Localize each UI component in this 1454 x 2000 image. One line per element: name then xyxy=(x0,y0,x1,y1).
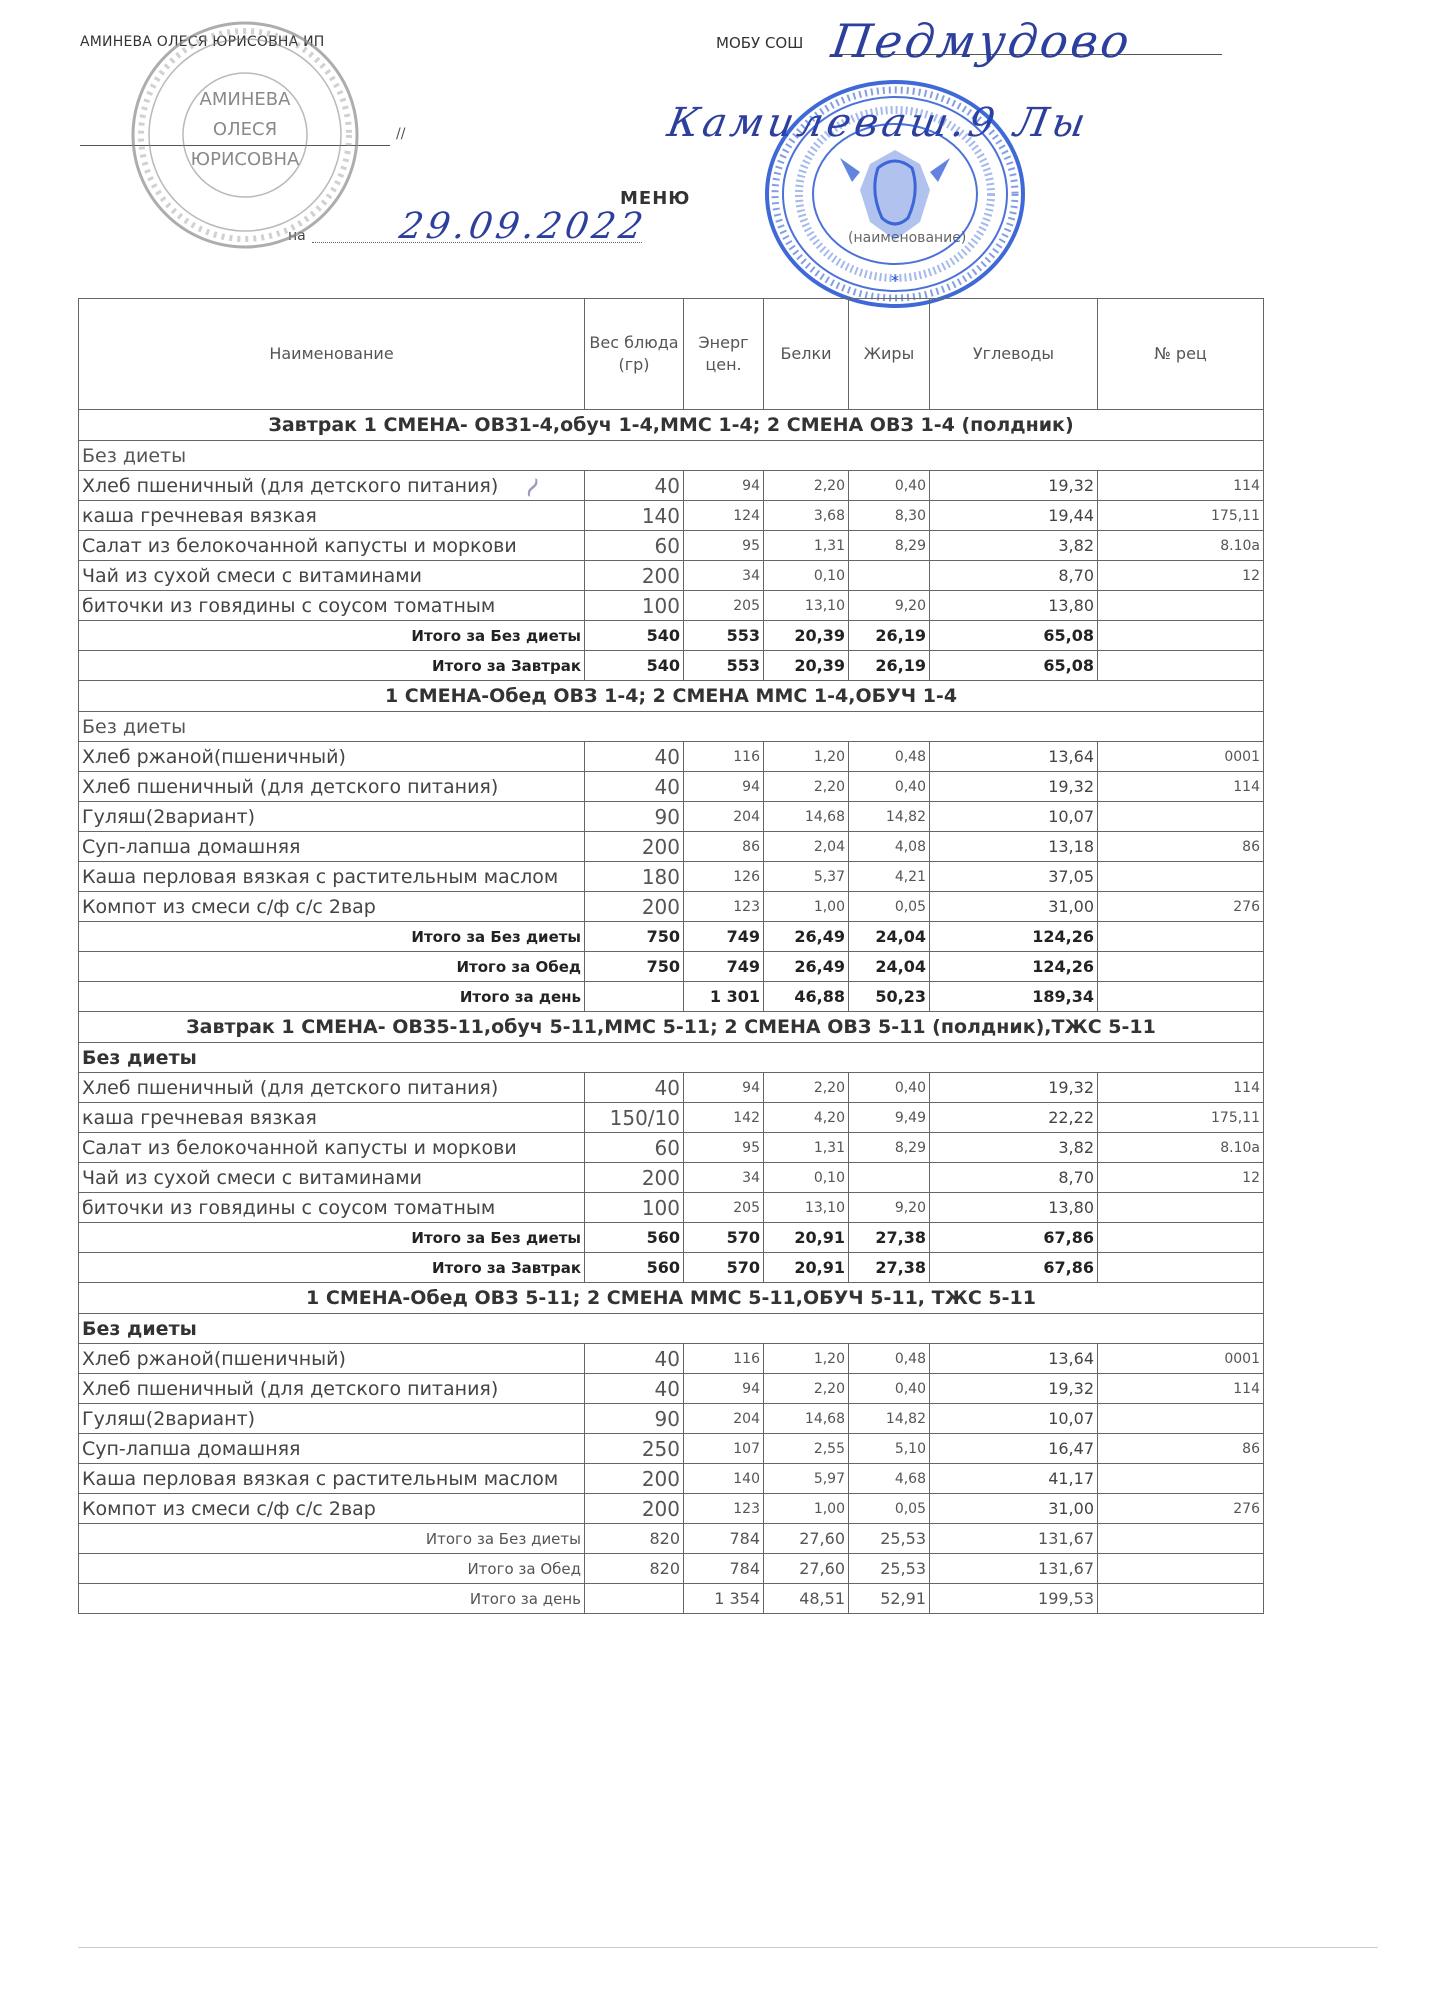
dish-name: Хлеб пшеничный (для детского питания) xyxy=(79,1374,585,1404)
total-carbs: 124,26 xyxy=(930,922,1098,952)
dish-carbs: 31,00 xyxy=(930,892,1098,922)
school-handwritten: Педмудово xyxy=(828,14,1136,68)
dish-recipe xyxy=(1098,591,1264,621)
col-header-protein: Белки xyxy=(764,299,849,410)
dish-recipe: 86 xyxy=(1098,832,1264,862)
dish-recipe: 0001 xyxy=(1098,1344,1264,1374)
total-weight: 560 xyxy=(585,1253,684,1283)
dish-weight: 180 xyxy=(585,862,684,892)
total-recipe xyxy=(1098,952,1264,982)
total-fat: 50,23 xyxy=(849,982,930,1012)
dish-recipe: 276 xyxy=(1098,892,1264,922)
total-row xyxy=(79,922,1264,952)
total-carbs: 131,67 xyxy=(930,1554,1098,1584)
dish-weight: 200 xyxy=(585,1163,684,1193)
table-row xyxy=(79,501,1264,531)
total-carbs: 131,67 xyxy=(930,1524,1098,1554)
dish-protein: 1,00 xyxy=(764,892,849,922)
total-fat: 25,53 xyxy=(849,1554,930,1584)
diet-row xyxy=(79,712,1264,742)
dish-fat: 8,30 xyxy=(849,501,930,531)
day-total-row xyxy=(79,982,1264,1012)
table-row xyxy=(79,1344,1264,1374)
total-protein: 48,51 xyxy=(764,1584,849,1614)
diet-label: Без диеты xyxy=(79,1043,1264,1073)
dish-name: Гуляш(2вариант) xyxy=(79,802,585,832)
dish-recipe xyxy=(1098,1193,1264,1223)
total-protein: 20,91 xyxy=(764,1253,849,1283)
total-protein: 46,88 xyxy=(764,982,849,1012)
dish-energy: 205 xyxy=(684,1193,764,1223)
dish-energy: 34 xyxy=(684,1163,764,1193)
dish-weight: 250 xyxy=(585,1434,684,1464)
total-carbs: 199,53 xyxy=(930,1584,1098,1614)
total-energy: 553 xyxy=(684,621,764,651)
dish-fat: 9,49 xyxy=(849,1103,930,1133)
dish-name: биточки из говядины с соусом томатным xyxy=(79,1193,585,1223)
dish-protein: 2,20 xyxy=(764,471,849,501)
dish-protein: 13,10 xyxy=(764,591,849,621)
dish-name: Салат из белокочанной капусты и моркови xyxy=(79,1133,585,1163)
approver-slash: // xyxy=(396,126,406,142)
paren-note: (наименование) xyxy=(848,230,967,246)
dish-name: Хлеб ржаной(пшеничный) xyxy=(79,742,585,772)
dish-weight: 40 xyxy=(585,1073,684,1103)
dish-carbs: 3,82 xyxy=(930,531,1098,561)
total-recipe xyxy=(1098,1223,1264,1253)
dish-name: каша гречневая вязкая xyxy=(79,1103,585,1133)
dish-weight: 40 xyxy=(585,1344,684,1374)
day-total-row xyxy=(79,1584,1264,1614)
dish-protein: 2,04 xyxy=(764,832,849,862)
section-title: 1 СМЕНА-Обед ОВЗ 1-4; 2 СМЕНА ММС 1-4,ОБУЧ 1-4 xyxy=(79,681,1264,712)
dish-fat: 0,40 xyxy=(849,1073,930,1103)
dish-weight: 40 xyxy=(585,471,684,501)
table-row xyxy=(79,862,1264,892)
pencil-note-icon: ~ xyxy=(511,467,555,508)
dish-carbs: 13,64 xyxy=(930,1344,1098,1374)
dish-recipe: 114 xyxy=(1098,772,1264,802)
total-carbs: 67,86 xyxy=(930,1253,1098,1283)
dish-carbs: 19,44 xyxy=(930,501,1098,531)
stamp-left-line-3: ЮРИСОВНА xyxy=(190,149,300,170)
total-fat: 26,19 xyxy=(849,651,930,681)
dish-recipe: 86 xyxy=(1098,1434,1264,1464)
dish-name: биточки из говядины с соусом томатным xyxy=(79,591,585,621)
dish-carbs: 19,32 xyxy=(930,772,1098,802)
total-fat: 24,04 xyxy=(849,952,930,982)
dish-carbs: 10,07 xyxy=(930,1404,1098,1434)
dish-name: каша гречневая вязкая xyxy=(79,501,585,531)
dish-energy: 95 xyxy=(684,531,764,561)
dish-energy: 123 xyxy=(684,1494,764,1524)
dish-protein: 3,68 xyxy=(764,501,849,531)
dish-fat: 0,05 xyxy=(849,892,930,922)
table-row xyxy=(79,591,1264,621)
dish-carbs: 19,32 xyxy=(930,471,1098,501)
dish-energy: 94 xyxy=(684,772,764,802)
stamp-right-icon xyxy=(760,72,1040,312)
dish-energy: 124 xyxy=(684,501,764,531)
total-label: Итого за Обед xyxy=(79,952,585,982)
table-row xyxy=(79,772,1264,802)
dish-energy: 94 xyxy=(684,1073,764,1103)
dish-name: Каша перловая вязкая с растительным маслом xyxy=(79,862,585,892)
dish-recipe: 114 xyxy=(1098,471,1264,501)
total-weight xyxy=(585,1584,684,1614)
dish-protein: 0,10 xyxy=(764,561,849,591)
dish-protein: 1,31 xyxy=(764,531,849,561)
dish-energy: 116 xyxy=(684,742,764,772)
dish-weight: 40 xyxy=(585,1374,684,1404)
dish-weight: 200 xyxy=(585,832,684,862)
dish-recipe xyxy=(1098,1404,1264,1434)
dish-recipe xyxy=(1098,862,1264,892)
dish-carbs: 37,05 xyxy=(930,862,1098,892)
dish-energy: 95 xyxy=(684,1133,764,1163)
total-row xyxy=(79,1524,1264,1554)
total-recipe xyxy=(1098,621,1264,651)
section-title-row xyxy=(79,681,1264,712)
stamp-left-line-1: АМИНЕВА xyxy=(199,89,291,110)
dish-energy: 94 xyxy=(684,471,764,501)
dish-recipe: 276 xyxy=(1098,1494,1264,1524)
total-energy: 784 xyxy=(684,1524,764,1554)
total-label: Итого за Без диеты xyxy=(79,922,585,952)
dish-protein: 5,97 xyxy=(764,1464,849,1494)
total-fat: 27,38 xyxy=(849,1253,930,1283)
dish-protein: 2,20 xyxy=(764,1073,849,1103)
dish-recipe: 8.10а xyxy=(1098,1133,1264,1163)
total-protein: 27,60 xyxy=(764,1554,849,1584)
dish-recipe: 8.10а xyxy=(1098,531,1264,561)
dish-carbs: 10,07 xyxy=(930,802,1098,832)
dish-carbs: 19,32 xyxy=(930,1374,1098,1404)
total-row xyxy=(79,1554,1264,1584)
total-recipe xyxy=(1098,651,1264,681)
diet-row xyxy=(79,1314,1264,1344)
col-header-name: Наименование xyxy=(79,299,585,410)
total-energy: 749 xyxy=(684,952,764,982)
dish-protein: 14,68 xyxy=(764,802,849,832)
col-header-energy: Энерг цен. xyxy=(684,299,764,410)
total-carbs: 67,86 xyxy=(930,1223,1098,1253)
total-row xyxy=(79,651,1264,681)
diet-label: Без диеты xyxy=(79,1314,1264,1344)
section-title: Завтрак 1 СМЕНА- ОВЗ5-11,обуч 5-11,ММС 5-11; 2 СМЕНА ОВЗ 5-11 (полдник),ТЖС 5-11 xyxy=(79,1012,1264,1043)
dish-fat: 14,82 xyxy=(849,1404,930,1434)
total-protein: 26,49 xyxy=(764,922,849,952)
total-recipe xyxy=(1098,922,1264,952)
dish-name: Салат из белокочанной капусты и моркови xyxy=(79,531,585,561)
dish-name: Гуляш(2вариант) xyxy=(79,1404,585,1434)
dish-weight: 100 xyxy=(585,591,684,621)
dish-fat: 0,48 xyxy=(849,1344,930,1374)
dish-energy: 126 xyxy=(684,862,764,892)
table-header-row xyxy=(79,299,1264,410)
dish-name: Компот из смеси с/ф с/с 2вар xyxy=(79,1494,585,1524)
total-recipe xyxy=(1098,1554,1264,1584)
total-label: Итого за день xyxy=(79,1584,585,1614)
stamp-left-line-2: ОЛЕСЯ xyxy=(212,119,278,140)
total-energy: 784 xyxy=(684,1554,764,1584)
dish-protein: 14,68 xyxy=(764,1404,849,1434)
dish-protein: 1,20 xyxy=(764,742,849,772)
dish-protein: 0,10 xyxy=(764,1163,849,1193)
section-title: Завтрак 1 СМЕНА- ОВЗ1-4,обуч 1-4,ММС 1-4; 2 СМЕНА ОВЗ 1-4 (полдник) xyxy=(79,410,1264,441)
dish-recipe xyxy=(1098,1464,1264,1494)
total-recipe xyxy=(1098,1253,1264,1283)
total-label: Итого за Завтрак xyxy=(79,651,585,681)
dish-fat: 8,29 xyxy=(849,531,930,561)
table-row xyxy=(79,1193,1264,1223)
menu-table xyxy=(78,298,1263,1614)
dish-weight: 200 xyxy=(585,1494,684,1524)
dish-fat: 9,20 xyxy=(849,591,930,621)
total-recipe xyxy=(1098,1524,1264,1554)
dish-energy: 34 xyxy=(684,561,764,591)
dish-recipe: 114 xyxy=(1098,1073,1264,1103)
dish-carbs: 13,64 xyxy=(930,742,1098,772)
dish-fat xyxy=(849,1163,930,1193)
diet-row xyxy=(79,1043,1264,1073)
table-row xyxy=(79,832,1264,862)
dish-protein: 1,31 xyxy=(764,1133,849,1163)
dish-protein: 2,20 xyxy=(764,772,849,802)
table-row xyxy=(79,802,1264,832)
dish-weight: 200 xyxy=(585,561,684,591)
total-protein: 27,60 xyxy=(764,1524,849,1554)
dish-energy: 116 xyxy=(684,1344,764,1374)
dish-carbs: 16,47 xyxy=(930,1434,1098,1464)
dish-fat: 4,68 xyxy=(849,1464,930,1494)
total-weight: 750 xyxy=(585,922,684,952)
table-row xyxy=(79,1404,1264,1434)
school-label: МОБУ СОШ xyxy=(716,34,804,52)
dish-weight: 200 xyxy=(585,892,684,922)
table-row xyxy=(79,531,1264,561)
total-protein: 20,39 xyxy=(764,621,849,651)
table-row xyxy=(79,1434,1264,1464)
dish-carbs: 3,82 xyxy=(930,1133,1098,1163)
total-fat: 25,53 xyxy=(849,1524,930,1554)
total-weight: 560 xyxy=(585,1223,684,1253)
dish-carbs: 13,18 xyxy=(930,832,1098,862)
section-title-row xyxy=(79,1012,1264,1043)
total-carbs: 124,26 xyxy=(930,952,1098,982)
total-label: Итого за Без диеты xyxy=(79,1524,585,1554)
dish-name: Хлеб пшеничный (для детского питания) xyxy=(79,471,585,501)
dish-weight: 60 xyxy=(585,531,684,561)
table-row xyxy=(79,1073,1264,1103)
total-energy: 1 301 xyxy=(684,982,764,1012)
total-energy: 553 xyxy=(684,651,764,681)
dish-recipe: 12 xyxy=(1098,1163,1264,1193)
table-row xyxy=(79,1464,1264,1494)
date-handwritten: 29.09.2022 xyxy=(396,206,650,247)
table-row xyxy=(79,471,1264,501)
dish-carbs: 41,17 xyxy=(930,1464,1098,1494)
table-row xyxy=(79,742,1264,772)
dish-name: Чай из сухой смеси с витаминами xyxy=(79,561,585,591)
total-weight: 820 xyxy=(585,1554,684,1584)
dish-carbs: 13,80 xyxy=(930,591,1098,621)
dish-carbs: 22,22 xyxy=(930,1103,1098,1133)
section-title-row xyxy=(79,1283,1264,1314)
dish-energy: 107 xyxy=(684,1434,764,1464)
dish-fat: 8,29 xyxy=(849,1133,930,1163)
dish-weight: 40 xyxy=(585,742,684,772)
total-protein: 26,49 xyxy=(764,952,849,982)
dish-carbs: 31,00 xyxy=(930,1494,1098,1524)
dish-energy: 123 xyxy=(684,892,764,922)
dish-recipe: 12 xyxy=(1098,561,1264,591)
col-header-weight: Вес блюда (гр) xyxy=(585,299,684,410)
total-carbs: 65,08 xyxy=(930,621,1098,651)
dish-energy: 86 xyxy=(684,832,764,862)
dish-recipe xyxy=(1098,802,1264,832)
dish-energy: 94 xyxy=(684,1374,764,1404)
dish-carbs: 8,70 xyxy=(930,1163,1098,1193)
dish-energy: 140 xyxy=(684,1464,764,1494)
total-weight xyxy=(585,982,684,1012)
dish-fat: 5,10 xyxy=(849,1434,930,1464)
total-recipe xyxy=(1098,982,1264,1012)
total-carbs: 189,34 xyxy=(930,982,1098,1012)
total-fat: 52,91 xyxy=(849,1584,930,1614)
dish-weight: 90 xyxy=(585,1404,684,1434)
col-header-fat: Жиры xyxy=(849,299,930,410)
dish-fat: 0,40 xyxy=(849,471,930,501)
dish-name: Компот из смеси с/ф с/с 2вар xyxy=(79,892,585,922)
total-row xyxy=(79,1253,1264,1283)
total-fat: 26,19 xyxy=(849,621,930,651)
table-row xyxy=(79,1163,1264,1193)
total-weight: 540 xyxy=(585,651,684,681)
dish-recipe: 175,11 xyxy=(1098,501,1264,531)
page-title: МЕНЮ xyxy=(620,188,691,209)
dish-energy: 142 xyxy=(684,1103,764,1133)
dish-energy: 204 xyxy=(684,802,764,832)
total-energy: 1 354 xyxy=(684,1584,764,1614)
dish-protein: 2,55 xyxy=(764,1434,849,1464)
dish-weight: 150/10 xyxy=(585,1103,684,1133)
table-row xyxy=(79,1133,1264,1163)
dish-fat: 4,08 xyxy=(849,832,930,862)
total-energy: 570 xyxy=(684,1253,764,1283)
dish-name: Каша перловая вязкая с растительным маслом xyxy=(79,1464,585,1494)
total-label: Итого за Без диеты xyxy=(79,1223,585,1253)
dish-weight: 60 xyxy=(585,1133,684,1163)
dish-carbs: 8,70 xyxy=(930,561,1098,591)
dish-fat xyxy=(849,561,930,591)
diet-label: Без диеты xyxy=(79,712,1264,742)
dish-name: Суп-лапша домашняя xyxy=(79,832,585,862)
dish-weight: 140 xyxy=(585,501,684,531)
table-row xyxy=(79,892,1264,922)
dish-protein: 4,20 xyxy=(764,1103,849,1133)
dish-energy: 205 xyxy=(684,591,764,621)
section-title-row xyxy=(79,410,1264,441)
total-label: Итого за Без диеты xyxy=(79,621,585,651)
dish-fat: 0,48 xyxy=(849,742,930,772)
dish-weight: 90 xyxy=(585,802,684,832)
dish-weight: 200 xyxy=(585,1464,684,1494)
date-prefix: на xyxy=(288,228,306,244)
dish-name: Суп-лапша домашняя xyxy=(79,1434,585,1464)
stamp-left-icon xyxy=(120,10,370,260)
section-title: 1 СМЕНА-Обед ОВЗ 5-11; 2 СМЕНА ММС 5-11,ОБУЧ 5-11, ТЖС 5-11 xyxy=(79,1283,1264,1314)
diet-label: Без диеты xyxy=(79,441,1264,471)
dish-carbs: 19,32 xyxy=(930,1073,1098,1103)
dish-name: Хлеб пшеничный (для детского питания) xyxy=(79,1073,585,1103)
total-weight: 750 xyxy=(585,952,684,982)
total-energy: 570 xyxy=(684,1223,764,1253)
dish-recipe: 0001 xyxy=(1098,742,1264,772)
total-protein: 20,39 xyxy=(764,651,849,681)
dish-protein: 1,20 xyxy=(764,1344,849,1374)
dish-fat: 9,20 xyxy=(849,1193,930,1223)
col-header-carbs: Углеводы xyxy=(930,299,1098,410)
dish-carbs: 13,80 xyxy=(930,1193,1098,1223)
dish-fat: 0,05 xyxy=(849,1494,930,1524)
dish-weight: 40 xyxy=(585,772,684,802)
dish-recipe: 114 xyxy=(1098,1374,1264,1404)
total-row xyxy=(79,952,1264,982)
dish-name: Хлеб пшеничный (для детского питания) xyxy=(79,772,585,802)
diet-row xyxy=(79,441,1264,471)
total-fat: 24,04 xyxy=(849,922,930,952)
col-header-recipe: № рец xyxy=(1098,299,1264,410)
signature-handwritten: Камилеваш.9 Лы xyxy=(663,100,1093,146)
total-energy: 749 xyxy=(684,922,764,952)
total-label: Итого за Обед xyxy=(79,1554,585,1584)
total-protein: 20,91 xyxy=(764,1223,849,1253)
total-recipe xyxy=(1098,1584,1264,1614)
dish-fat: 14,82 xyxy=(849,802,930,832)
total-label: Итого за Завтрак xyxy=(79,1253,585,1283)
dish-fat: 0,40 xyxy=(849,1374,930,1404)
table-row xyxy=(79,561,1264,591)
dish-name: Чай из сухой смеси с витаминами xyxy=(79,1163,585,1193)
dish-protein: 1,00 xyxy=(764,1494,849,1524)
dish-energy: 204 xyxy=(684,1404,764,1434)
dish-protein: 13,10 xyxy=(764,1193,849,1223)
total-weight: 820 xyxy=(585,1524,684,1554)
table-row xyxy=(79,1103,1264,1133)
dish-protein: 5,37 xyxy=(764,862,849,892)
total-row xyxy=(79,1223,1264,1253)
svg-text:*: * xyxy=(891,271,899,290)
total-carbs: 65,08 xyxy=(930,651,1098,681)
dish-protein: 2,20 xyxy=(764,1374,849,1404)
table-row xyxy=(79,1374,1264,1404)
dish-recipe: 175,11 xyxy=(1098,1103,1264,1133)
table-row xyxy=(79,1494,1264,1524)
dish-fat: 4,21 xyxy=(849,862,930,892)
total-fat: 27,38 xyxy=(849,1223,930,1253)
page-bottom-rule xyxy=(78,1947,1378,1948)
total-label: Итого за день xyxy=(79,982,585,1012)
total-weight: 540 xyxy=(585,621,684,651)
dish-fat: 0,40 xyxy=(849,772,930,802)
dish-weight: 100 xyxy=(585,1193,684,1223)
approver-name: АМИНЕВА ОЛЕСЯ ЮРИСОВНА ИП xyxy=(80,34,325,50)
total-row xyxy=(79,621,1264,651)
dish-name: Хлеб ржаной(пшеничный) xyxy=(79,1344,585,1374)
